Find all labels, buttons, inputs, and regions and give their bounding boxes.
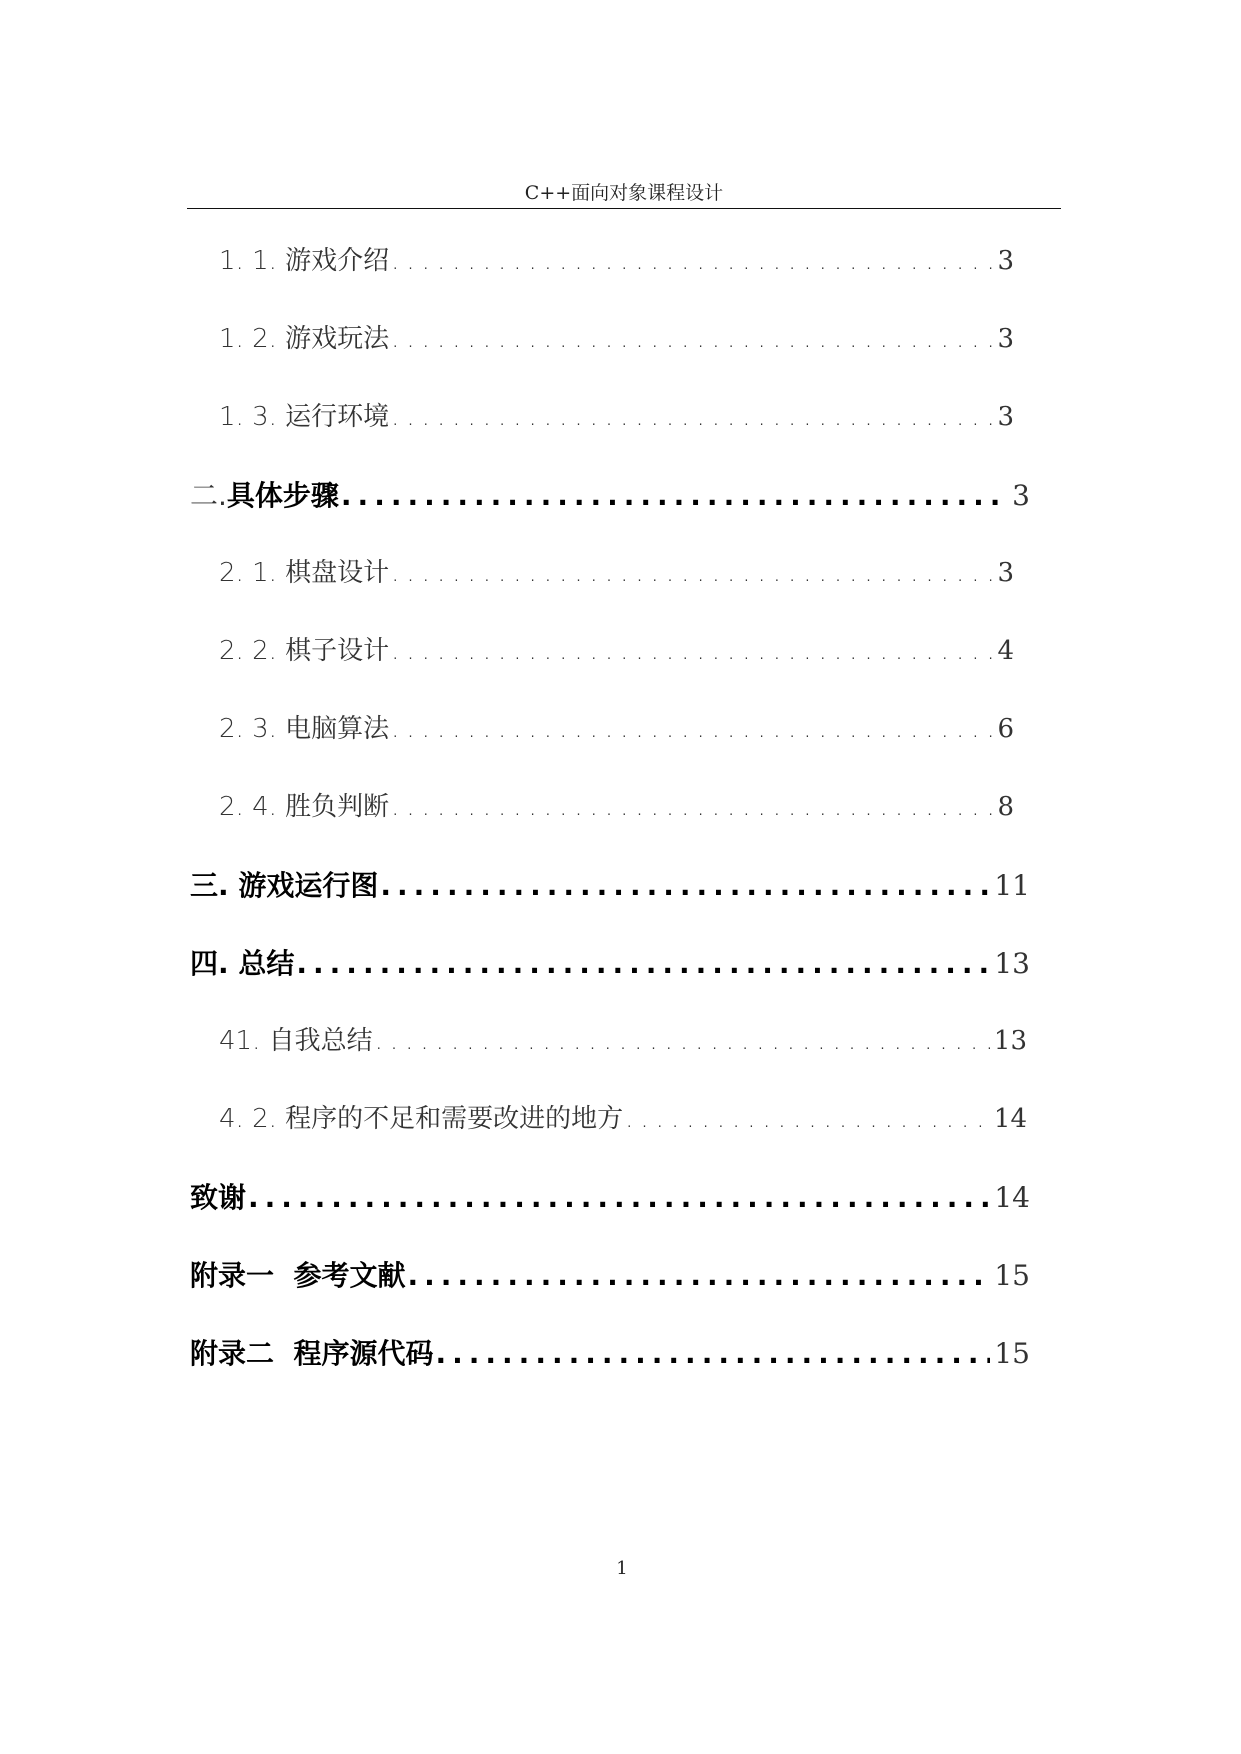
toc-page-number: 15 bbox=[994, 1337, 1030, 1370]
toc-entry[interactable] bbox=[190, 942, 1030, 982]
toc-leader bbox=[380, 869, 990, 902]
toc-page-number: 3 bbox=[997, 246, 1014, 276]
toc-entry[interactable] bbox=[190, 1176, 1030, 1216]
toc-leader bbox=[341, 479, 1008, 512]
toc-entry-title: 三. 游戏运行图 bbox=[190, 869, 379, 902]
toc-entry[interactable] bbox=[219, 1020, 1027, 1057]
toc-page-number: 6 bbox=[997, 714, 1014, 744]
toc-leader bbox=[436, 1337, 991, 1370]
toc-page-number: 11 bbox=[994, 869, 1030, 902]
toc-leader bbox=[391, 246, 993, 276]
toc-page-number: 4 bbox=[997, 636, 1014, 666]
toc-leader bbox=[391, 714, 993, 744]
running-header: C++面向对象课程设计 bbox=[524, 182, 724, 204]
toc-page-number: 14 bbox=[993, 1104, 1027, 1134]
toc-page-number: 13 bbox=[993, 1026, 1027, 1056]
toc-leader bbox=[375, 1026, 990, 1056]
toc-entry[interactable] bbox=[190, 1254, 1030, 1294]
toc-entry[interactable] bbox=[219, 318, 1014, 355]
toc-entry-title-text: 具体步骤 bbox=[226, 479, 339, 512]
toc-leader bbox=[248, 1181, 990, 1214]
toc-entry-title: 2. 4. 胜负判断 bbox=[219, 792, 390, 822]
toc-entry[interactable] bbox=[219, 396, 1014, 433]
toc-leader bbox=[408, 1259, 991, 1292]
toc-entry[interactable] bbox=[219, 552, 1014, 589]
toc-leader bbox=[391, 636, 993, 666]
toc-entry[interactable] bbox=[219, 1098, 1027, 1135]
toc-page-number: 8 bbox=[997, 792, 1014, 822]
toc-entry-title: 41. 自我总结 bbox=[219, 1026, 373, 1056]
toc-entry-title: 附录一 参考文献 bbox=[190, 1259, 406, 1292]
toc-leader bbox=[391, 402, 993, 432]
toc-page-number: 15 bbox=[994, 1259, 1030, 1292]
toc-entry[interactable] bbox=[219, 630, 1014, 667]
toc-page-number: 3 bbox=[997, 402, 1014, 432]
toc-entry[interactable] bbox=[190, 474, 1030, 514]
toc-entry-title: 1. 3. 运行环境 bbox=[219, 402, 390, 432]
toc-entry-title: 1. 2. 游戏玩法 bbox=[219, 324, 390, 354]
toc-entry-title: 附录二 程序源代码 bbox=[190, 1337, 434, 1370]
toc-entry-title: 2. 1. 棋盘设计 bbox=[219, 558, 390, 588]
toc-entry-title: 1. 1. 游戏介绍 bbox=[219, 246, 390, 276]
toc-entry[interactable] bbox=[190, 864, 1030, 904]
toc-entry[interactable] bbox=[219, 240, 1014, 277]
toc-entry[interactable] bbox=[190, 1332, 1030, 1372]
toc-page-number: 3 bbox=[1012, 479, 1030, 512]
toc-leader bbox=[391, 558, 993, 588]
toc-leader bbox=[391, 324, 993, 354]
page-number-footer: 1 bbox=[616, 1558, 628, 1579]
toc-leader bbox=[391, 792, 993, 822]
toc-page-number: 13 bbox=[994, 947, 1030, 980]
toc-entry-title: 四. 总结 bbox=[190, 947, 295, 980]
toc-entry[interactable] bbox=[219, 786, 1014, 823]
toc-entry[interactable] bbox=[219, 708, 1014, 745]
toc-entry-title: 4. 2. 程序的不足和需要改进的地方 bbox=[219, 1104, 624, 1134]
toc-entry-title: 2. 3. 电脑算法 bbox=[219, 714, 390, 744]
toc-leader bbox=[625, 1104, 990, 1134]
toc-entry-prefix: 二. bbox=[190, 479, 227, 512]
toc-entry-title: 2. 2. 棋子设计 bbox=[219, 636, 390, 666]
toc-entry-title: 致谢 bbox=[190, 1181, 247, 1214]
toc-page-number: 14 bbox=[994, 1181, 1030, 1214]
toc-page-number: 3 bbox=[997, 324, 1014, 354]
toc-leader bbox=[296, 947, 990, 980]
toc-entry-title bbox=[190, 474, 339, 514]
toc-page-number: 3 bbox=[997, 558, 1014, 588]
